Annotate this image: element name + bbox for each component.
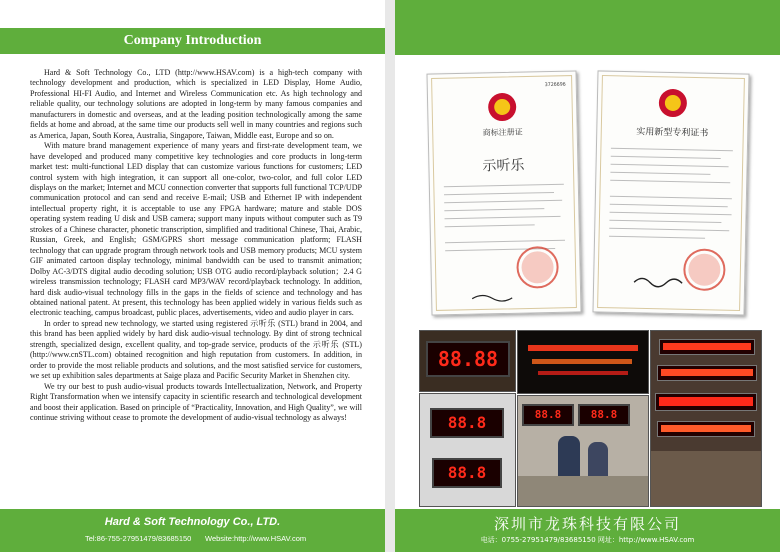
- photo-workshop: [517, 395, 649, 507]
- photo-factory-floor: [650, 330, 762, 507]
- photo-led-boards: [419, 393, 516, 507]
- signature: [634, 278, 682, 287]
- left-footer: [0, 509, 385, 552]
- left-page: [0, 0, 385, 552]
- trademark-certificate: [426, 70, 581, 315]
- led-digits: 88.8: [430, 408, 504, 438]
- paragraph-3: In order to spread new technology, we started using registered 示听乐 (STL) brand in 2004, and this brand has been applied widely by hard disk audio-visual technology. By dint of strong technical strength, specialized design, excellent quality, and top-grade service, products of the 示听乐 (STL) (http://www.cnSTL.com) obtained recognition and high reputation from customers. In addition, in order to provide the most reliable products and solutions, and the most satisfied service for customers, we set up exhibition sales departments at Saige plaza and Pacific Security Market in Shenzhen city.: [30, 318, 362, 381]
- company-name: Hard & Soft Technology Co., LTD.: [104, 516, 281, 528]
- top-margin: [0, 0, 385, 26]
- right-header-bar: [395, 0, 780, 55]
- led-digits: 88.8: [432, 458, 502, 488]
- brand-name: 示听乐: [482, 157, 525, 175]
- official-seal: [428, 71, 581, 314]
- paragraph-2: With mature brand management experience of many years and first-rate development team, we have developed and produced many competitive key technologies and core products in long-term market test: multi-functional LED display that can customize various functions for customers; LED control system with high integration, it can support all one-color, two-color, and full color LED displays on the market; Internet and MCU connection converter that supports full functional TCP/UDP communication protocol and can send and receive E-mail; USB and Ethernet IP with independent intellectual property right, it is acceptable to use any FPGA hardware; mature and stable DOS operating system reading U disk and USB camera; support many inputs without computer such as T9 strokes of a Chinese character, phonetic transcription, simplified and traditional Chinese, Thai, Arabic, Russian, Greek, and English; GSM/GPRS short message communication platform; FLASH technology that can upgrade program through network tools and USB memory products; MCU system GIF animated cartoon display technology, minimal bandwidth can be used to transmit animation; Dolby AC-3/DTS digital audio decoding solution; USB OTG audio record/playback solution；2.4 G wireless transmission technology; FLASH card MP3/WAV record/playback technology. In addition, hard disk audio-visual technology fills in the gaps in the fields of science and technology and has obtained national patent. At present, this technology has been applied widely in various fields such as electronic teaching, campus broadcast, public places, advertisements, video and audio player in cars.: [30, 141, 362, 318]
- paragraph-1: Hard & Soft Technology Co., LTD (http://www.HSAV.com) is a high-tech company with technology development and production, which is specialized in LED Display, Home Audio, Professional HI-FI Audio, and Internet and Wireless Communication etc. As high technology and reliable quality, our technology solutions are adopted in long-term by many famous companies and manufacturers in domestic and overseas, and at the leading position technologically among the same fields at home and abroad, at the same time our products sell well in many countries and regions such as America, Japan, South Korea, Australia, Singapore, Taiwan, Middle east, Europe and so on.: [30, 68, 362, 140]
- signature: [472, 295, 512, 302]
- intro-body: [30, 68, 362, 423]
- led-digits: 88.8: [522, 404, 574, 426]
- patent-certificate: [592, 70, 749, 315]
- right-page: [395, 0, 780, 552]
- right-footer: [395, 509, 780, 552]
- title-bar: [0, 28, 385, 54]
- trademark-cert-title: 商标注册证: [482, 127, 523, 138]
- cert-number: 3726696: [544, 81, 566, 89]
- led-digits: 88.8: [578, 404, 630, 426]
- company-name-cn: 深圳市龙珠科技有限公司: [493, 515, 681, 533]
- page-title: Company Introduction: [123, 33, 262, 48]
- patent-cert-title: 实用新型专利证书: [636, 127, 709, 139]
- contact-line: 电话：0755-27951479/83685150 网址：http://www.HSAV.com: [480, 536, 695, 544]
- photo-led-sign-night: [517, 330, 649, 394]
- website-link[interactable]: Website:http://www.HSAV.com: [205, 534, 307, 543]
- official-seal: [594, 71, 749, 314]
- paragraph-4: We try our best to push audio-visual products towards Intellectualization, Network, and Property Right Transformation when we intensify capacity in scientific research and technological development and boost their application. Based on principle of “Practicality, Innovation, and High Quality”, we will continue striving without cease to promote the development of audio-visual technology as always!: [30, 381, 362, 422]
- photo-led-clock: [419, 330, 516, 392]
- phone-number: Tel:86-755-27951479/83685150: [85, 534, 192, 543]
- led-digits: 88.88: [426, 341, 510, 377]
- page-gutter: [385, 0, 395, 552]
